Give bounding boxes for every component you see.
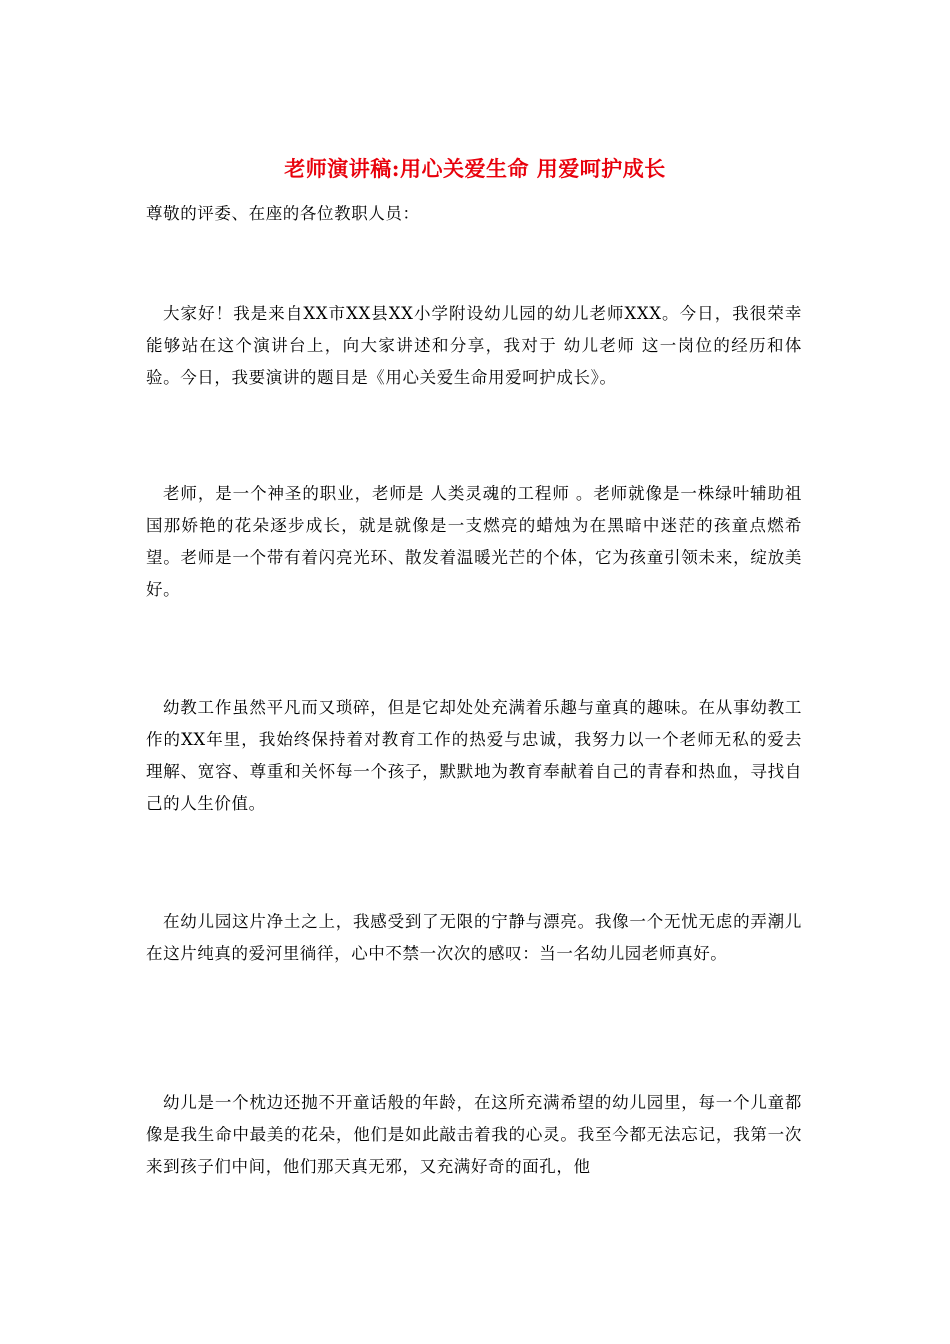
paragraph-3: 幼教工作虽然平凡而又琐碎，但是它却处处充满着乐趣与童真的趣味。在从事幼教工作的XX年里，我始终保持着对教育工作的热爱与忠诚，我努力以一个老师无私的爱去理解、宽容、尊重和关怀每一个孩子，默默地为教育奉献着自己的青春和热血，寻找自己的人生价值。 <box>146 698 802 813</box>
salutation: 尊敬的评委、在座的各位教职人员： <box>146 204 420 223</box>
paragraph-5: 幼儿是一个枕边还抛不开童话般的年龄，在这所充满希望的幼儿园里，每一个儿童都像是我生命中最美的花朵，他们是如此敲击着我的心灵。我至今都无法忘记，我第一次来到孩子们中间，他们那天真无邪，又充满好奇的面孔，他 <box>146 1093 802 1176</box>
paragraph-2: 老师，是一个神圣的职业，老师是 人类灵魂的工程师 。老师就像是一株绿叶辅助祖国那娇艳的花朵逐步成长，就是就像是一支燃亮的蜡烛为在黑暗中迷茫的孩童点燃希望。老师是一个带有着闪亮光环、散发着温暖光芒的个体，它为孩童引领未来，绽放美好。 <box>146 484 802 599</box>
paragraph-1: 大家好！我是来自XX市XX县XX小学附设幼儿园的幼儿老师XXX。今日，我很荣幸能够站在这个演讲台上，向大家讲述和分享，我对于 幼儿老师 这一岗位的经历和体验。今日，我要演讲的题目是《用心关爱生命用爱呵护成长》。 <box>146 304 802 387</box>
paragraph-4: 在幼儿园这片净土之上，我感受到了无限的宁静与漂亮。我像一个无忧无虑的弄潮儿在这片纯真的爱河里徜徉，心中不禁一次次的感叹：当一名幼儿园老师真好。 <box>146 912 802 963</box>
document-title: 老师演讲稿:用心关爱生命 用爱呵护成长 <box>284 156 666 181</box>
